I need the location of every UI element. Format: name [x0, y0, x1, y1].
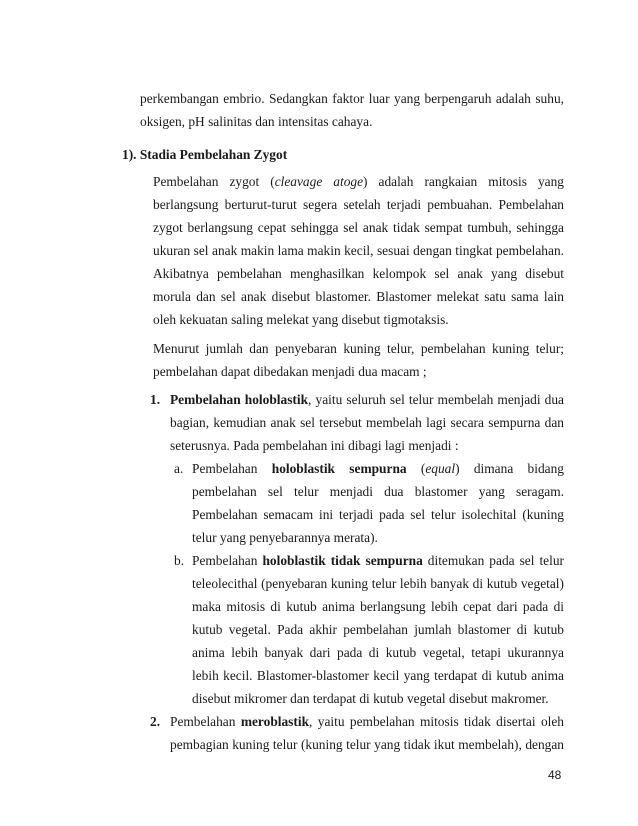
list-item-line [170, 713, 564, 731]
intro-line: perkembangan embrio. Sedangkan faktor luar yang berpengaruh adalah suhu, [140, 91, 564, 106]
intro-line: oksigen, pH salinitas dan intensitas cahaya. [140, 114, 373, 129]
paragraph-line: morula dan sel anak disebut blastomer. Blastomer melekat satu sama lain [153, 289, 564, 304]
sublist-line: kutub vegetal. Pada akhir pembelahan jumlah blastomer di kutub [192, 622, 564, 637]
sublist-line: lebih kecil. Blastomer-blastomer kecil yang terdapat di kutub anima [192, 668, 564, 683]
sublist-line [192, 552, 564, 570]
bold-term: Pembelahan holoblastik [170, 392, 309, 407]
sublist-line: Pembelahan semacam ini terjadi pada sel telur isolechital (kuning [192, 507, 564, 522]
text-span: , yaitu seluruh sel telur membelah menjadi dua [308, 392, 564, 407]
sublist-line: disebut mikromer dan terdapat di kutub vegetal disebut makromer. [192, 691, 549, 706]
page-number: 48 [548, 768, 562, 782]
sublist-line: pembelahan sel telur menjadi dua blastomer yang seragam. [192, 484, 564, 499]
paragraph-line: ukuran sel anak makin lama makin kecil, sesuai dengan tingkat pembelahan. [153, 243, 564, 258]
paragraph-line [153, 173, 564, 191]
list-item-line: bagian, kemudian anak sel tersebut membelah lagi secara sempurna dan [170, 415, 564, 430]
paragraph-line: zygot berlangsung cepat sehingga sel anak tidak sempat tumbuh, sehingga [153, 220, 564, 235]
sublist-line: Pembelahan holoblastik sempurna (equal) dimana bidang [192, 461, 564, 476]
sublist-line: teleolecithal (penyebaran kuning telur lebih banyak di kutub vegetal) [192, 576, 564, 591]
list-item-line: seterusnya. Pada pembelahan ini dibagi lagi menjadi : [170, 438, 459, 453]
paragraph-line: oleh kekuatan saling melekat yang disebut tigmotaksis. [153, 312, 449, 327]
list-number: 2. [150, 714, 161, 729]
text-span: dimana bidang [473, 461, 564, 476]
italic-term: equal [425, 461, 456, 476]
paragraph-line: Akibatnya pembelahan menghasilkan kelompok sel anak yang disebut [153, 266, 564, 281]
bold-term: meroblastik [240, 714, 310, 729]
paragraph-line: pembelahan dapat dibedakan menjadi dua macam ; [153, 364, 427, 379]
sublist-line: telur yang penyebarannya merata). [192, 530, 378, 545]
sublist-line: anima lebih banyak dari pada di kutub vegetal, tetapi ukurannya [192, 645, 564, 660]
text-span: Pembelahan [170, 714, 241, 729]
sublist-label: a. [174, 461, 184, 476]
text-span: ) adalah rangkaian mitosis yang [363, 174, 564, 189]
paragraph-line: berlangsung berturut-turut segera setelah terjadi pembuahan. Pembelahan [153, 197, 564, 212]
paragraph-line: Menurut jumlah dan penyebaran kuning telur, pembelahan kuning telur; [153, 341, 564, 356]
sublist-line: maka mitosis di kutub anima berlangsung lebih cepat dari pada di [192, 599, 564, 614]
list-item-line [170, 391, 564, 409]
text-span: ditemukan pada sel telur [422, 553, 565, 568]
list-number: 1. [150, 392, 161, 407]
bold-term: holoblastik tidak sempurna [262, 553, 423, 568]
italic-term: cleavage atoge [274, 174, 364, 189]
text-span: Pembelahan zygot ( [153, 174, 275, 189]
list-item-line: pembagian kuning telur (kuning telur yang tidak ikut membelah), dengan [170, 737, 564, 752]
section-heading: 1). Stadia Pembelahan Zygot [122, 147, 288, 162]
text-span: Pembelahan [192, 553, 263, 568]
text-span: , yaitu pembelahan mitosis tidak disertai oleh [309, 714, 565, 729]
bold-term: holoblastik sempurna [271, 461, 407, 476]
sublist-label: b. [174, 553, 185, 568]
text-span: Pembelahan [192, 461, 258, 476]
